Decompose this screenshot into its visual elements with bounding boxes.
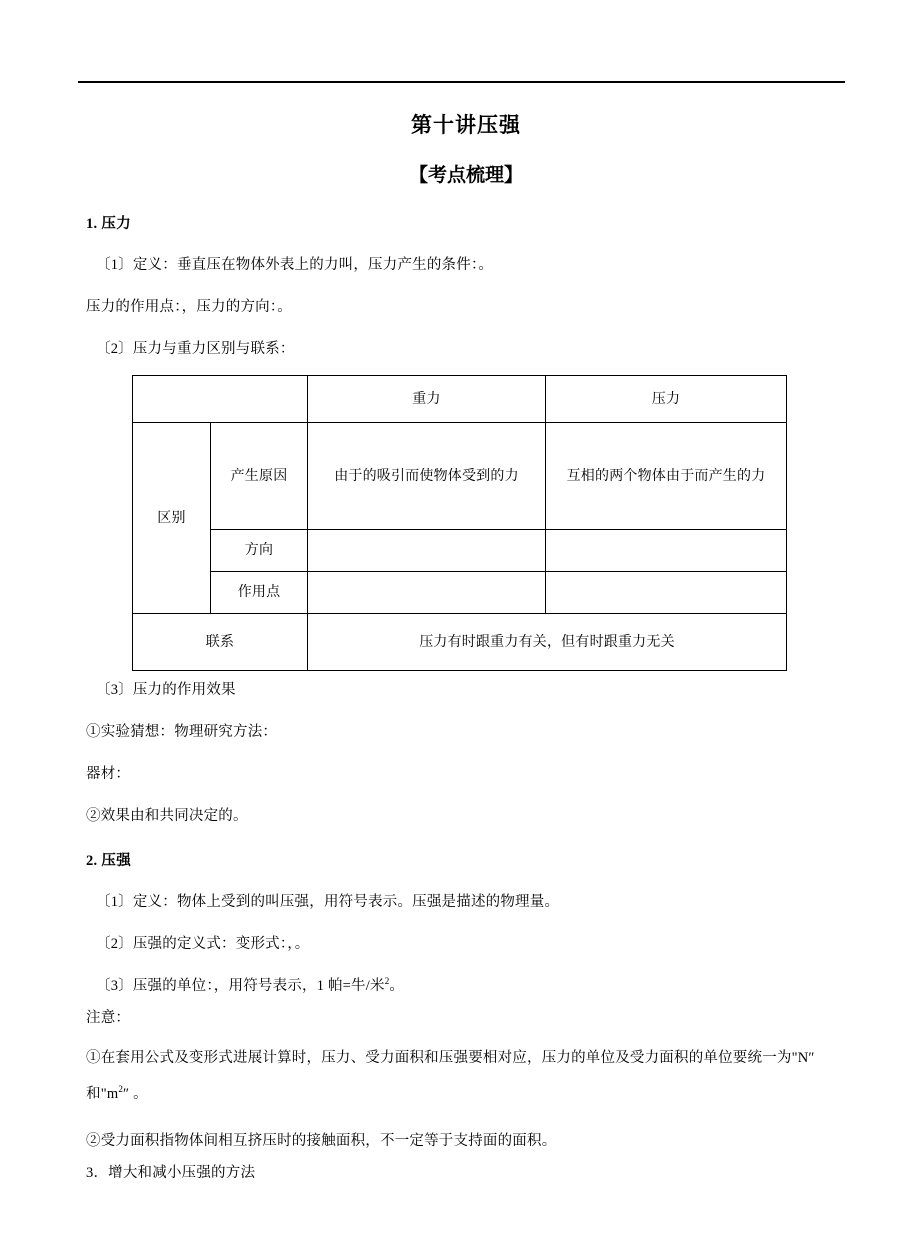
note-1-line-2-tail: ″ 。 [123,1086,148,1102]
paragraph-note-label: 注意： [86,1010,131,1026]
header-divider [78,81,845,83]
table-cell-label-cause: 产生原因 [211,423,308,530]
table-row [133,423,787,530]
table-cell-group-difference: 区别 [133,423,211,614]
paragraph-effect-hypothesis: ①实验猜想：物理研究方法： [86,724,278,740]
page-title: 第十讲压强 [411,113,521,137]
note-1-line-1: ①在套用公式及变形式进展计算时，压力、受力面积和压强要相对应，压力的单位及受力面积的单位要 [86,1050,748,1066]
paragraph-note-1 [86,1031,846,1112]
paragraph-pressure-formula: 〔2〕压强的定义式：变形式：，。 [96,936,310,952]
paragraph-pressure-intensity-definition: 〔1〕定义：物体上受到的叫压强，用符号表示。压强是描述的物理量。 [96,894,560,910]
note-1-superscript: 2 [118,1084,124,1095]
pressure-unit-superscript: 2 [384,976,390,987]
table-header-pressure: 压力 [546,376,787,423]
table-row [133,376,787,423]
table-cell-pressure-action-point [546,572,787,614]
table-cell-gravity-direction [308,530,546,572]
paragraph-effect-determined-by: ②效果由和共同决定的。 [86,808,248,824]
table-header-gravity: 重力 [308,376,546,423]
paragraph-note-2: ②受力面积指物体间相互挤压时的接触面积，不一定等于支持面的面积。 [86,1133,557,1149]
paragraph-equipment: 器材： [86,766,131,782]
pressure-unit-text: 〔3〕压强的单位：，用符号表示，1 帕=牛/米 [96,978,385,994]
table-row [133,572,787,614]
note-1-line-2: 统一为"N″ 和"m [86,1050,815,1102]
table-row [133,530,787,572]
heading-section-1: 1. 压力 [86,216,131,232]
table-cell-gravity-action-point [308,572,546,614]
heading-section-3: 3．增大和减小压强的方法 [86,1165,256,1181]
section-subtitle: 【考点梳理】 [408,165,523,186]
paragraph-effect-label: 〔3〕压力的作用效果 [96,682,236,698]
table-cell-gravity-cause: 由于的吸引而使物体受到的力 [308,423,546,530]
pressure-unit-tail: 。 [389,978,405,994]
table-cell-label-action-point: 作用点 [211,572,308,614]
table-cell-link-label: 联系 [133,614,308,671]
table-cell-pressure-direction [546,530,787,572]
comparison-table [132,375,787,671]
document-body [86,100,846,1186]
heading-section-2: 2. 压强 [86,853,131,869]
paragraph-pressure-point: 压力的作用点：，压力的方向：。 [86,299,292,315]
table-header-blank [133,376,308,423]
table-cell-pressure-cause: 互相的两个物体由于而产生的力 [546,423,787,530]
table-row [133,614,787,671]
paragraph-compare-label: 〔2〕压力与重力区别与联系： [96,341,295,357]
paragraph-pressure-definition: 〔1〕定义：垂直压在物体外表上的力叫，压力产生的条件：。 [96,257,494,273]
table-cell-link-value: 压力有时跟重力有关，但有时跟重力无关 [308,614,787,671]
table-cell-label-direction: 方向 [211,530,308,572]
paragraph-pressure-unit [86,957,846,999]
